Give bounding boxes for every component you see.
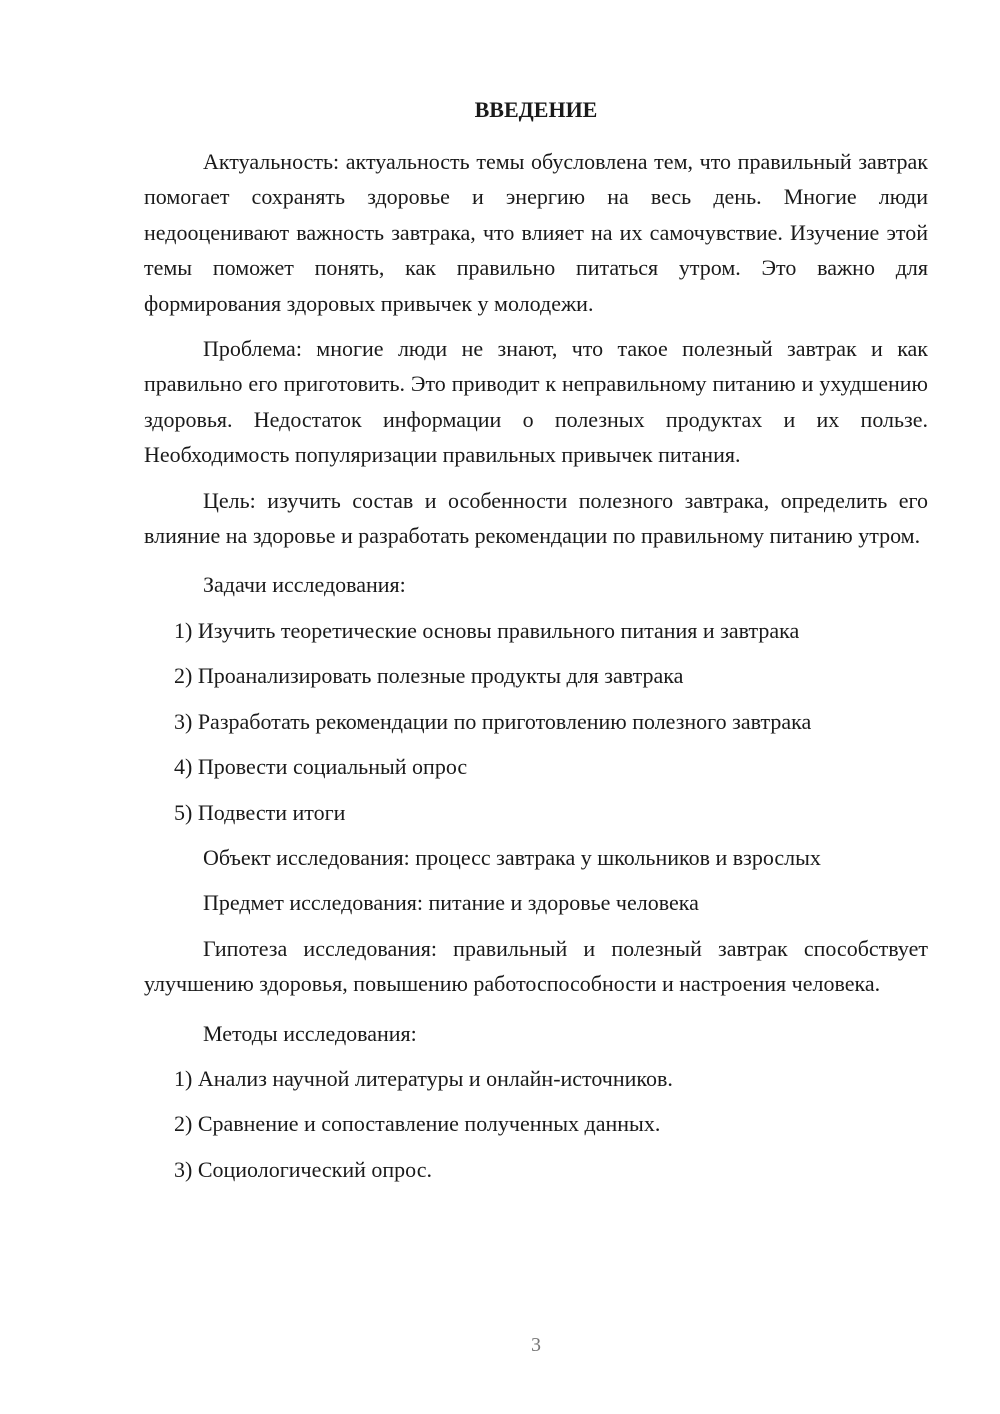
- task-item-3: 3) Разработать рекомендации по приготовлению полезного завтрака: [174, 708, 812, 734]
- method-item-2: 2) Сравнение и сопоставление полученных данных.: [174, 1111, 661, 1137]
- goal-paragraph: Цель: изучить состав и особенности полезного завтрака, определить его влияние на здоровье и разработать рекомендации по правильному питанию утром.: [144, 487, 928, 549]
- hypothesis-paragraph: Гипотеза исследования: правильный и полезный завтрак способствует улучшению здоровья, повышению работоспособности и настроения человека.: [144, 935, 928, 997]
- research-subject: Предмет исследования: питание и здоровье человека: [203, 890, 699, 916]
- problem-paragraph: Проблема: многие люди не знают, что такое полезный завтрак и как правильно его приготовить. Это приводит к неправильному питанию и ухудшению здоровья. Недостаток информации о полезных продуктах и их пользе. Необходимость популяризации правильных привычек питания.: [144, 336, 928, 468]
- method-item-3: 3) Социологический опрос.: [174, 1156, 432, 1182]
- task-item-5: 5) Подвести итоги: [174, 799, 346, 825]
- tasks-heading: Задачи исследования:: [203, 572, 406, 598]
- task-item-4: 4) Провести социальный опрос: [174, 754, 468, 780]
- page-number: 3: [531, 1334, 541, 1356]
- document-page: [144, 94, 928, 1197]
- section-title: ВВЕДЕНИЕ: [474, 97, 598, 122]
- research-object: Объект исследования: процесс завтрака у школьников и взрослых: [203, 844, 821, 870]
- methods-heading: Методы исследования:: [203, 1020, 417, 1046]
- task-item-1: 1) Изучить теоретические основы правильного питания и завтрака: [174, 617, 800, 643]
- method-item-1: 1) Анализ научной литературы и онлайн-источников.: [174, 1065, 673, 1091]
- relevance-paragraph: Актуальность: актуальность темы обусловлена тем, что правильный завтрак помогает сохранять здоровье и энергию на весь день. Многие люди недооценивают важность завтрака, что влияет на их самочувствие. Изучение этой темы поможет понять, как правильно питаться утром. Это важно для формирования здоровых привычек у молодежи.: [144, 149, 928, 316]
- task-item-2: 2) Проанализировать полезные продукты для завтрака: [174, 663, 684, 689]
